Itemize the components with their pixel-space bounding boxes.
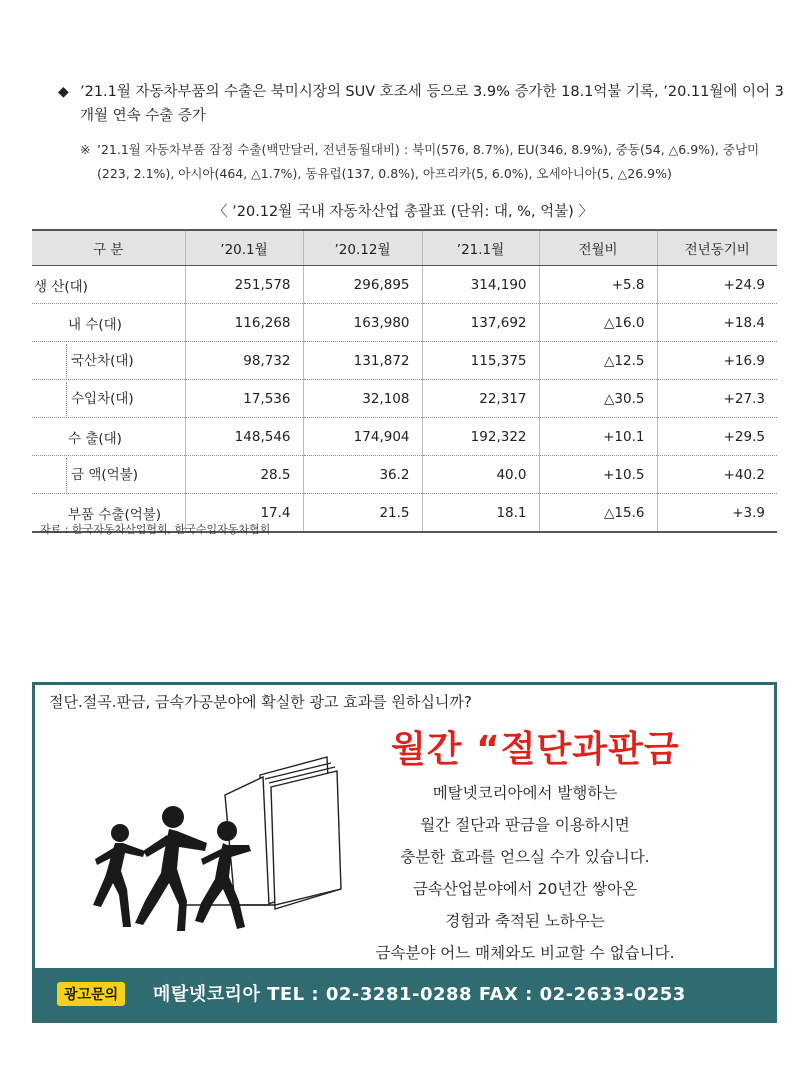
row-label [32, 380, 185, 418]
table-cell: △16.0 [539, 304, 657, 342]
export-note [80, 138, 786, 186]
table-row [32, 456, 777, 494]
column-header: ’20.1월 [185, 230, 303, 266]
table-caption: 〈 ’20.12월 국내 자동차산업 총괄표 (단위: 대, %, 억불) 〉 [213, 204, 593, 220]
table-cell: 22,317 [422, 380, 539, 418]
row-label-text: 수입차(대) [66, 382, 185, 416]
table-cell: 192,322 [422, 418, 539, 456]
table-cell: +18.4 [657, 304, 777, 342]
table-cell: +10.5 [539, 456, 657, 494]
column-header: 전월비 [539, 230, 657, 266]
table-cell: 314,190 [422, 266, 539, 304]
table-cell: 36.2 [303, 456, 422, 494]
table-cell: +16.9 [657, 342, 777, 380]
table-header-row [32, 230, 777, 266]
row-label [32, 456, 185, 494]
row-label-text: 금 액(억불) [66, 458, 185, 492]
summary-bullet [58, 80, 788, 128]
ad-title: 월간 “절단과판금 [391, 729, 680, 770]
table-cell: +40.2 [657, 456, 777, 494]
ad-body [375, 777, 675, 969]
ad-contact-info: 메탈넷코리아 TEL : 02-3281-0288 FAX : 02-2633-0253 [153, 984, 686, 1005]
running-people-book-illustration [65, 755, 365, 939]
table-cell: +3.9 [657, 494, 777, 533]
row-label: 생 산(대) [32, 266, 185, 304]
table-cell: △12.5 [539, 342, 657, 380]
table-cell: +5.8 [539, 266, 657, 304]
table-cell: 115,375 [422, 342, 539, 380]
advertisement-box [32, 682, 777, 1023]
column-header: 전년동기비 [657, 230, 777, 266]
ad-body-line: 경험과 축적된 노하우는 [445, 912, 605, 930]
ad-body-line: 충분한 효과를 얻으실 수가 있습니다. [400, 848, 650, 866]
table-cell: +24.9 [657, 266, 777, 304]
table-cell: 17.4 [185, 494, 303, 533]
column-header: ’20.12월 [303, 230, 422, 266]
table-cell: +29.5 [657, 418, 777, 456]
table-cell: +27.3 [657, 380, 777, 418]
table-cell: +10.1 [539, 418, 657, 456]
note-text: ’21.1월 자동차부품 잠정 수출(백만달러, 전년동월대비) : 북미(576, 8.7%), EU(346, 8.9%), 중동(54, △6.9%), 중남미(223, 2.1%), 아시아(464, △1.7%), 동유럽(137, 0.8%), 아프리카(5, 6.0%), 오세아니아(5, △26.9%) [97, 142, 760, 181]
diamond-bullet-icon: ◆ [58, 84, 69, 100]
table-cell: 32,108 [303, 380, 422, 418]
table-row [32, 266, 777, 304]
table-cell: △30.5 [539, 380, 657, 418]
row-label: 수 출(대) [32, 418, 185, 456]
table-row [32, 418, 777, 456]
table-cell: 18.1 [422, 494, 539, 533]
ad-contact-bar [35, 968, 774, 1020]
summary-text: ’21.1월 자동차부품의 수출은 북미시장의 SUV 호조세 등으로 3.9% 증가한 18.1억불 기록, ’20.11월에 이어 3개월 연속 수출 증가 [80, 84, 784, 124]
table-cell: 296,895 [303, 266, 422, 304]
table-row [32, 342, 777, 380]
ad-body-line: 금속산업분야에서 20년간 쌓아온 [412, 880, 638, 898]
table-cell: 137,692 [422, 304, 539, 342]
table-cell: 21.5 [303, 494, 422, 533]
column-header: 구 분 [32, 230, 185, 266]
table-cell: △15.6 [539, 494, 657, 533]
ad-body-line: 메탈넷코리아에서 발행하는 [432, 784, 618, 802]
table-cell: 98,732 [185, 342, 303, 380]
table-cell: 251,578 [185, 266, 303, 304]
row-label: 내 수(대) [32, 304, 185, 342]
row-label [32, 342, 185, 380]
table-row [32, 304, 777, 342]
source-note: 자료 : 한국자동차산업협회, 한국수입자동차협회 [40, 523, 271, 536]
runner-figure-icon [135, 806, 207, 931]
table-cell: 148,546 [185, 418, 303, 456]
ad-question: 절단.절곡.판금, 금속가공분야에 확실한 광고 효과를 원하십니까? [49, 693, 472, 711]
row-label-text: 국산차(대) [66, 344, 185, 378]
table-cell: 163,980 [303, 304, 422, 342]
row-label: 부품 수출(억불) [32, 494, 185, 533]
table-cell: 116,268 [185, 304, 303, 342]
column-header: ’21.1월 [422, 230, 539, 266]
ad-inquiry-badge: 광고문의 [57, 982, 125, 1006]
ad-body-line: 월간 절단과 판금을 이용하시면 [420, 816, 630, 834]
table-cell: 28.5 [185, 456, 303, 494]
table-cell: 40.0 [422, 456, 539, 494]
ad-body-line: 금속분야 어느 매체와도 비교할 수 없습니다. [375, 944, 675, 962]
note-mark-icon: ※ [80, 142, 91, 157]
runner-figure-icon [93, 824, 145, 927]
table-row [32, 380, 777, 418]
table-cell: 17,536 [185, 380, 303, 418]
table-cell: 174,904 [303, 418, 422, 456]
auto-industry-table [32, 229, 777, 533]
table-cell: 131,872 [303, 342, 422, 380]
open-book-icon [185, 757, 341, 909]
